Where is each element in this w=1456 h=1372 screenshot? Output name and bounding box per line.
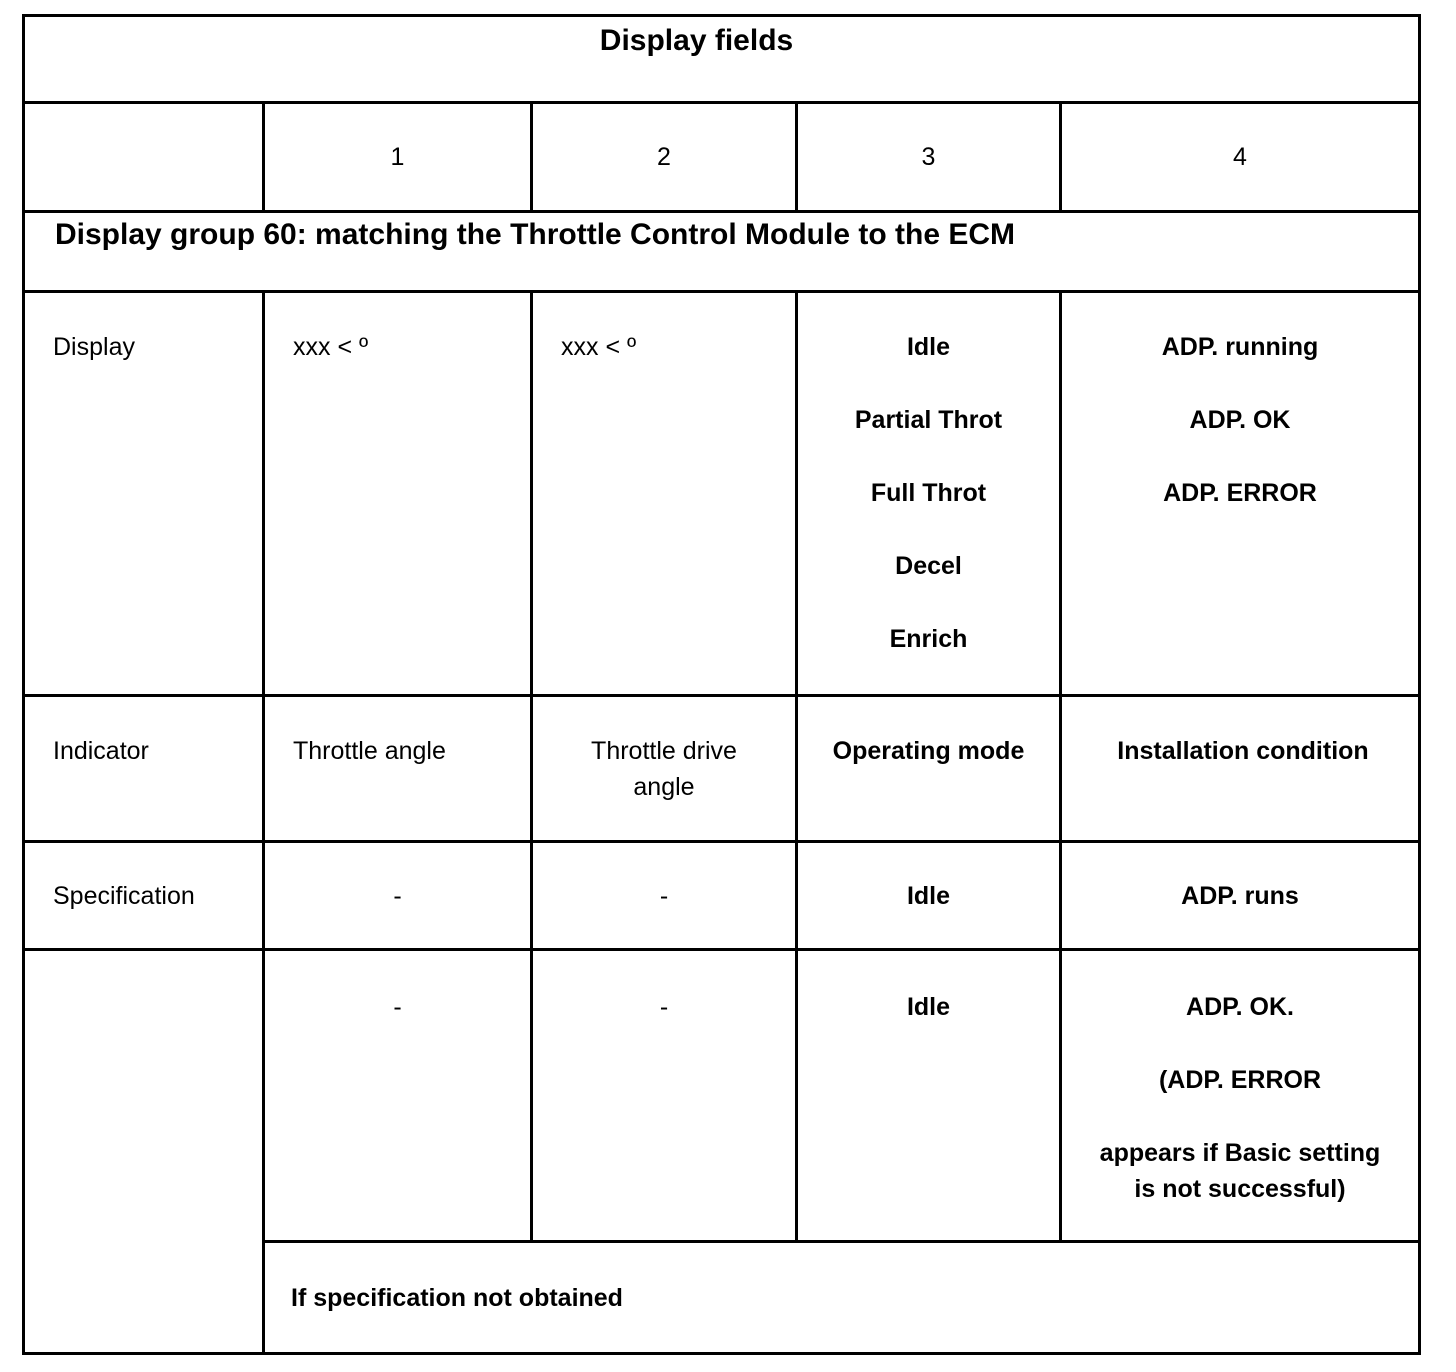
operating-mode-option: Idle [906, 333, 951, 361]
display-value-2: xxx < º [532, 292, 797, 696]
display-value-1: xxx < º [264, 292, 532, 696]
operating-mode-option: Decel [895, 552, 962, 580]
result-2 [532, 950, 797, 1242]
result-2-value: - [659, 993, 669, 1021]
specification-1: - [264, 842, 532, 950]
indicator-2-line1: Throttle drive [591, 737, 737, 765]
result-4-line2: (ADP. ERROR [1158, 1066, 1322, 1094]
specification-4: ADP. runs [1061, 842, 1420, 950]
operating-mode-option: Enrich [889, 625, 968, 653]
display-fields-table [22, 14, 1421, 1355]
column-header-empty [24, 103, 264, 212]
result-4 [1061, 950, 1420, 1242]
adaptation-status-option: ADP. OK [1189, 406, 1291, 434]
display-group-title: Display group 60: matching the Throttle Control Module to the ECM [24, 212, 1420, 292]
row-label-indicator: Indicator [24, 696, 264, 842]
row-label-specification: Specification [24, 842, 264, 950]
result-1 [264, 950, 532, 1242]
display-value-3-list [797, 292, 1061, 696]
specification-2: - [532, 842, 797, 950]
row-label-empty [24, 950, 264, 1354]
adaptation-status-option: ADP. running [1161, 333, 1319, 361]
indicator-1: Throttle angle [264, 696, 532, 842]
result-4-block [1062, 951, 1418, 1207]
indicator-4: Installation condition [1061, 696, 1420, 842]
result-3 [797, 950, 1061, 1242]
indicator-2-line2: angle [633, 773, 695, 801]
indicator-2 [532, 696, 797, 842]
result-4-line3: appears if Basic setting [1099, 1139, 1381, 1167]
result-1-value: - [393, 993, 402, 1021]
operating-mode-option: Partial Throt [854, 406, 1003, 434]
result-3-value: Idle [906, 993, 951, 1021]
display-value-4-list [1061, 292, 1420, 696]
column-header-2: 2 [532, 103, 797, 212]
row-label-display: Display [24, 292, 264, 696]
footer-note: If specification not obtained [264, 1242, 1420, 1354]
specification-3: Idle [797, 842, 1061, 950]
adaptation-status-option: ADP. ERROR [1163, 479, 1317, 507]
result-4-line1: ADP. OK. [1186, 993, 1294, 1021]
table-title: Display fields [24, 16, 1420, 103]
column-header-3: 3 [797, 103, 1061, 212]
indicator-3: Operating mode [797, 696, 1061, 842]
column-header-4: 4 [1061, 103, 1420, 212]
result-4-line4: is not successful) [1134, 1175, 1346, 1203]
operating-mode-option: Full Throt [870, 479, 987, 507]
column-header-1: 1 [264, 103, 532, 212]
